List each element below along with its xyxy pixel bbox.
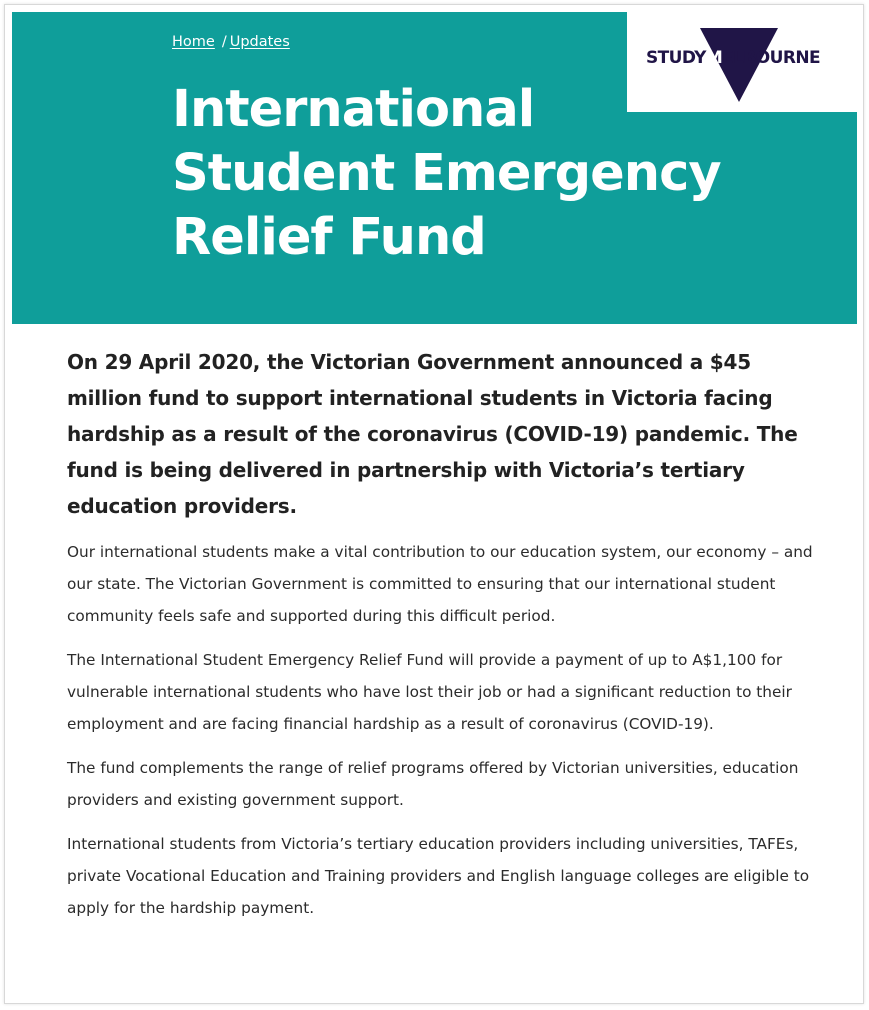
page-title-line-3: Relief Fund — [172, 208, 486, 267]
logo-word-melbourne-rest: ELBOURNE — [722, 48, 820, 68]
breadcrumb-home-link[interactable]: Home — [172, 34, 215, 50]
logo-wordmark — [646, 48, 820, 68]
body-paragraph-2: The International Student Emergency Relief Fund will provide a payment of up to A$1,100 for vulnerable international students who have lost their job or had a significant reduction to their employment and are facing financial hardship as a result of coronavirus (COVID-19). — [67, 651, 792, 733]
study-melbourne-logo[interactable] — [627, 12, 857, 112]
lead-paragraph: On 29 April 2020, the Victorian Government announced a $45 million fund to support international students in Victoria facing hardship as a result of the coronavirus (COVID-19) pandemic. The fund is being delivered in partnership with Victoria’s tertiary education providers. — [67, 350, 798, 518]
breadcrumb-updates-link[interactable]: Updates — [229, 34, 290, 50]
logo-word-study: STUDY — [646, 48, 706, 68]
body-paragraph-1: Our international students make a vital contribution to our education system, our economy – and our state. The Victorian Government is committed to ensuring that our international student community feels safe and supported during this difficult period. — [67, 543, 813, 625]
page-title-line-1: International — [172, 80, 535, 139]
logo-letter-m: M — [705, 48, 723, 68]
breadcrumb-separator: / — [221, 34, 227, 50]
page-title-line-2: Student Emergency — [172, 144, 721, 203]
logo-word-melbourne — [706, 48, 820, 68]
breadcrumb — [172, 34, 290, 50]
body-paragraph-3: The fund complements the range of relief programs offered by Victorian universities, education providers and existing government support. — [67, 759, 799, 809]
body-paragraph-4: International students from Victoria’s tertiary education providers including universities, TAFEs, private Vocational Education and Training providers and English language colleges are eligible to apply for the hardship payment. — [67, 835, 810, 917]
article-content — [67, 344, 827, 936]
